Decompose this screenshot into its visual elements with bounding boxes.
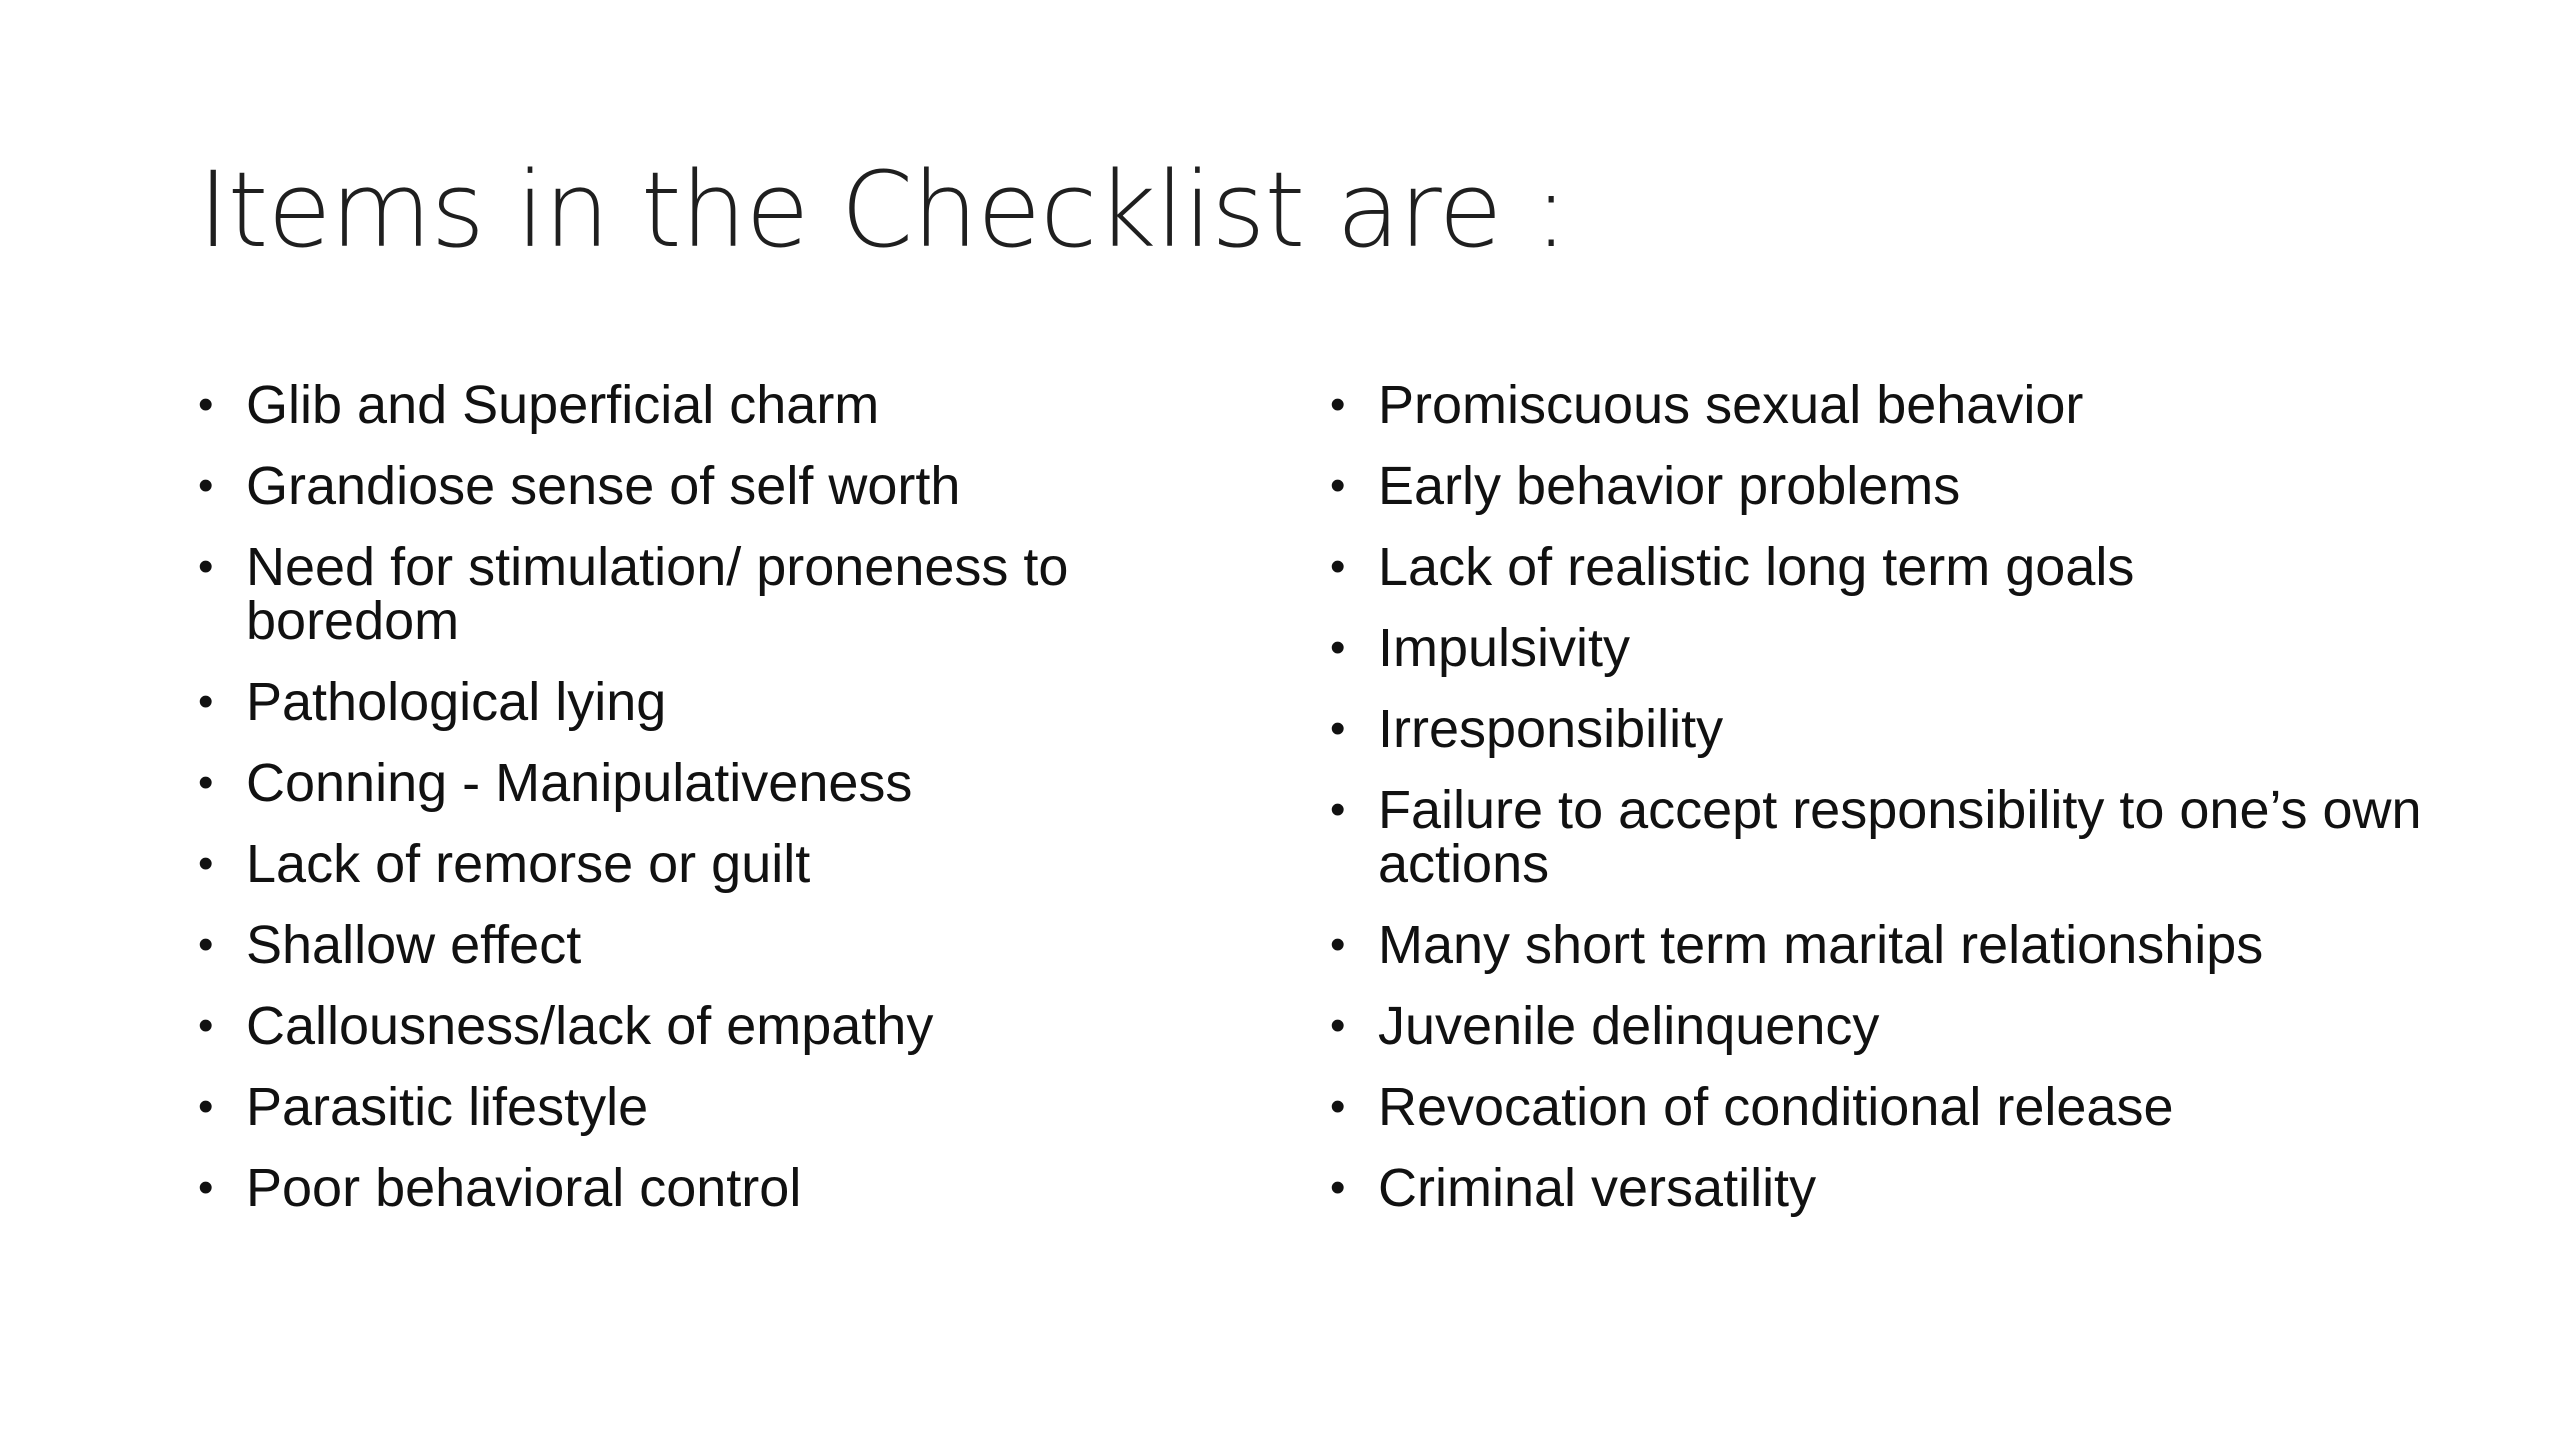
- list-item-text: Juvenile delinquency: [1378, 996, 1880, 1056]
- list-item-text: Shallow effect: [246, 915, 582, 975]
- list-item: [198, 834, 1278, 894]
- bullet-icon: •: [198, 1082, 214, 1131]
- list-item-text: Impulsivity: [1378, 618, 1631, 678]
- list-item: [1330, 537, 2490, 597]
- list-item: [1330, 780, 2490, 894]
- bullet-icon: •: [198, 920, 214, 969]
- bullet-icon: •: [1330, 623, 1346, 672]
- list-item: [198, 753, 1278, 813]
- list-item-text: Lack of remorse or guilt: [246, 834, 811, 894]
- list-item-text: Revocation of conditional release: [1378, 1077, 2174, 1137]
- list-item: [198, 537, 1278, 651]
- bullet-icon: •: [1330, 1001, 1346, 1050]
- list-item-text: Callousness/lack of empathy: [246, 996, 934, 1056]
- bullet-icon: •: [198, 1163, 214, 1212]
- list-item-text: Failure to accept responsibility to one’s own actions: [1378, 780, 2422, 894]
- list-item-text: Promiscuous sexual behavior: [1378, 375, 2084, 435]
- bullet-icon: •: [1330, 1082, 1346, 1131]
- bullet-icon: •: [1330, 461, 1346, 510]
- list-item-text: Pathological lying: [246, 672, 667, 732]
- list-item-text: Lack of realistic long term goals: [1378, 537, 2135, 597]
- bullet-icon: •: [1330, 542, 1346, 591]
- bullet-icon: •: [1330, 380, 1346, 429]
- bullet-icon: •: [198, 1001, 214, 1050]
- list-item: [198, 996, 1278, 1056]
- bullet-icon: •: [1330, 920, 1346, 969]
- bullet-icon: •: [1330, 785, 1346, 834]
- list-item-text: Irresponsibility: [1378, 699, 1724, 759]
- bullet-icon: •: [198, 542, 214, 591]
- list-item: [1330, 1158, 2490, 1218]
- list-item-text: Early behavior problems: [1378, 456, 1961, 516]
- list-item: [1330, 915, 2490, 975]
- bullet-icon: •: [1330, 1163, 1346, 1212]
- list-item-text: Poor behavioral control: [246, 1158, 802, 1218]
- list-item: [198, 915, 1278, 975]
- list-item: [198, 672, 1278, 732]
- list-item-text: Grandiose sense of self worth: [246, 456, 961, 516]
- list-item: [1330, 456, 2490, 516]
- bullet-icon: •: [198, 839, 214, 888]
- list-item-text: Criminal versatility: [1378, 1158, 1817, 1218]
- list-item-text: Conning - Manipulativeness: [246, 753, 913, 813]
- list-item: [1330, 996, 2490, 1056]
- list-item: [1330, 1077, 2490, 1137]
- list-item-text: Glib and Superficial charm: [246, 375, 880, 435]
- list-item-text: Many short term marital relationships: [1378, 915, 2264, 975]
- list-item: [198, 456, 1278, 516]
- bullet-icon: •: [1330, 704, 1346, 753]
- list-item: [198, 1158, 1278, 1218]
- list-item: [1330, 375, 2490, 435]
- list-item: [198, 375, 1278, 435]
- list-item: [1330, 699, 2490, 759]
- checklist-right-column: [1330, 375, 2490, 1242]
- list-item-text: Parasitic lifestyle: [246, 1077, 649, 1137]
- bullet-icon: •: [198, 461, 214, 510]
- bullet-icon: •: [198, 380, 214, 429]
- slide-title: Items in the Checklist are :: [198, 149, 1568, 271]
- bullet-icon: •: [198, 677, 214, 726]
- list-item: [1330, 618, 2490, 678]
- list-item-text: Need for stimulation/ proneness to boredom: [246, 537, 1069, 651]
- bullet-icon: •: [198, 758, 214, 807]
- list-item: [198, 1077, 1278, 1137]
- checklist-left-column: [198, 375, 1278, 1242]
